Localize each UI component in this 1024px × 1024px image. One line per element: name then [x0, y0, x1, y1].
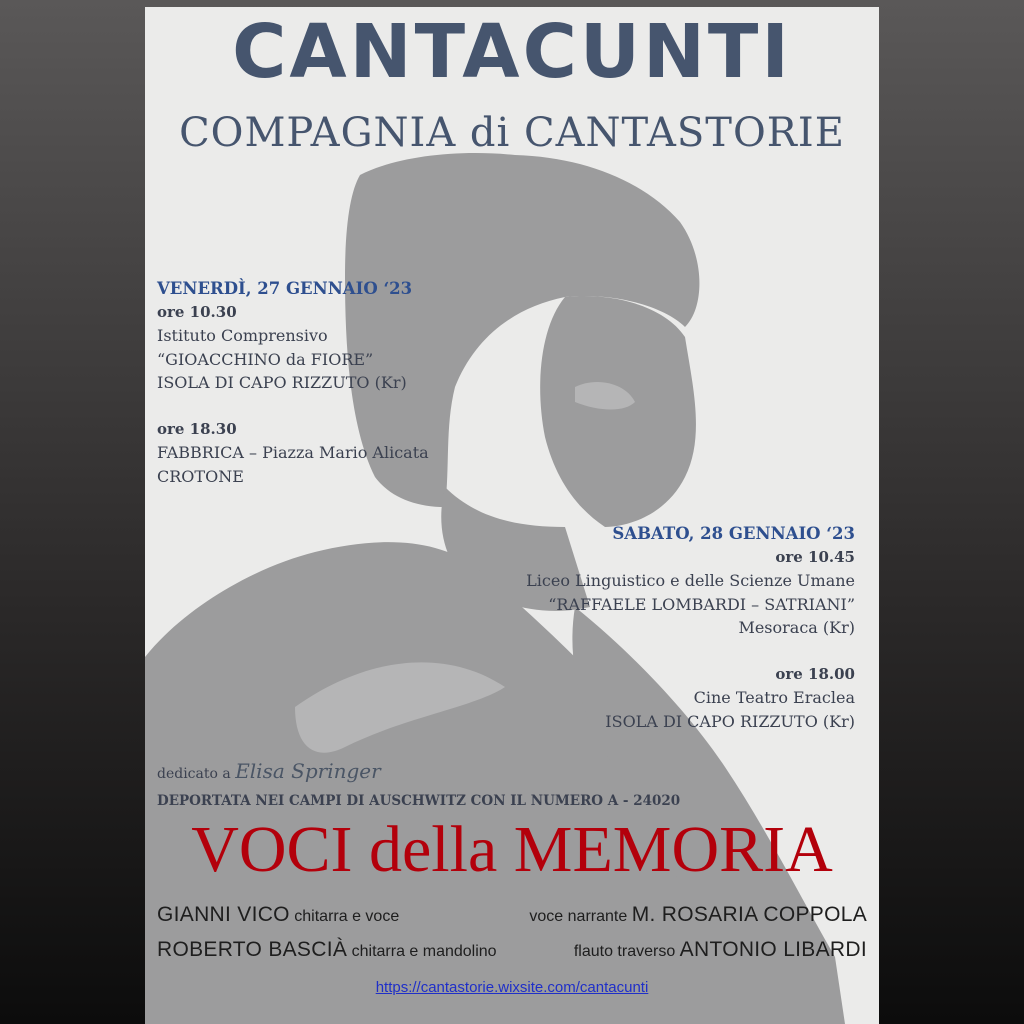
- saturday-time-1: ore 10.45: [775, 547, 855, 566]
- friday-venue-1-line-1: Istituto Comprensivo: [157, 326, 328, 345]
- dedication-note: DEPORTATA NEI CAMPI DI AUSCHWITZ CON IL NUMERO A - 24020: [157, 793, 681, 809]
- saturday-time-2: ore 18.00: [775, 664, 855, 683]
- friday-time-2: ore 18.30: [157, 419, 237, 438]
- friday-time-1: ore 10.30: [157, 302, 237, 321]
- credit-name: M. ROSARIA COPPOLA: [631, 903, 867, 926]
- credit-role: voce narrante: [529, 908, 628, 925]
- dedication-name: Elisa Springer: [235, 759, 381, 783]
- saturday-venue-2-line-1: Cine Teatro Eraclea: [693, 688, 855, 707]
- poster: [145, 7, 879, 1024]
- saturday-venue-1-line-3: Mesoraca (Kr): [738, 618, 855, 637]
- friday-venue-2-line-1: FABBRICA – Piazza Mario Alicata: [157, 443, 429, 462]
- credit-name: GIANNI VICO: [157, 903, 290, 926]
- website-link[interactable]: https://cantastorie.wixsite.com/cantacunti: [375, 979, 649, 996]
- credit-name: ANTONIO LIBARDI: [679, 938, 867, 961]
- credit-right-1: [529, 903, 867, 927]
- dedication: [157, 759, 381, 783]
- dedication-prefix: dedicato a: [157, 766, 231, 782]
- credit-role: chitarra e voce: [294, 908, 400, 925]
- saturday-venue-1-line-2: “RAFFAELE LOMBARDI – SATRIANI”: [548, 594, 855, 614]
- friday-date: VENERDÌ, 27 GENNAIO ‘23: [157, 279, 413, 298]
- credit-role: chitarra e mandolino: [351, 943, 497, 960]
- credit-left-1: [157, 903, 399, 927]
- friday-venue-1-line-2: “GIOACCHINO da FIORE”: [157, 349, 374, 369]
- saturday-venue-1-line-1: Liceo Linguistico e delle Scienze Umane: [526, 571, 855, 590]
- friday-venue-2-line-2: CROTONE: [157, 466, 244, 486]
- credit-right-2: [574, 938, 867, 962]
- friday-venue-1-line-3: ISOLA DI CAPO RIZZUTO (Kr): [157, 373, 407, 392]
- subtitle: COMPAGNIA di CANTASTORIE: [179, 110, 845, 156]
- event-title: VOCI della MEMORIA: [191, 813, 833, 886]
- friday-schedule: [157, 277, 429, 488]
- title: CANTACUNTI: [232, 9, 792, 95]
- saturday-venue-2-line-2: ISOLA DI CAPO RIZZUTO (Kr): [605, 711, 855, 731]
- saturday-schedule: [526, 522, 855, 733]
- saturday-date: SABATO, 28 GENNAIO ‘23: [612, 524, 855, 543]
- credit-left-2: [157, 938, 497, 962]
- credit-role: flauto traverso: [573, 943, 676, 960]
- credit-name: ROBERTO BASCIÀ: [157, 938, 348, 961]
